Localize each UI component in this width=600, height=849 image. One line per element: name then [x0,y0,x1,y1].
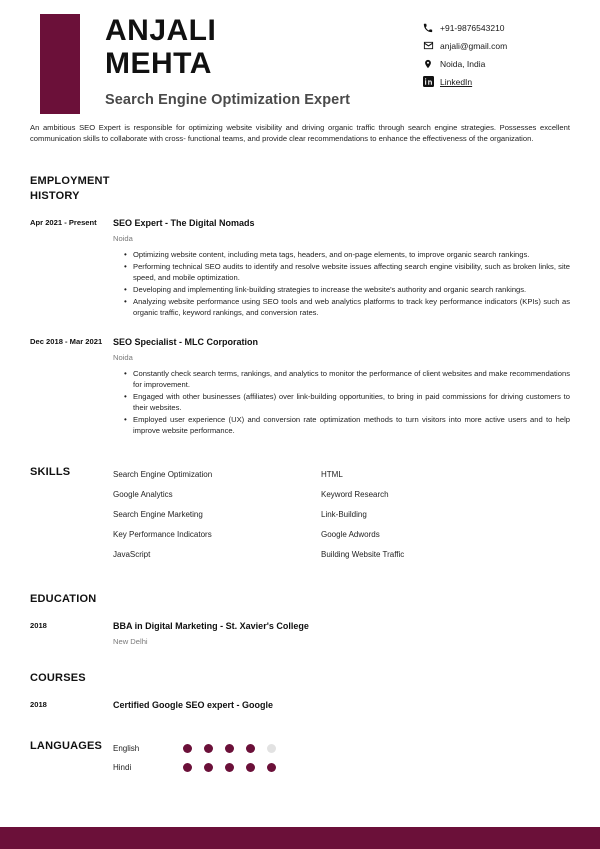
employment-entry-body [113,336,600,437]
education-entry-body [113,620,600,647]
employment-entry [0,336,600,437]
level-dot-filled [204,744,213,753]
contact-linkedin-text[interactable]: LinkedIn [440,76,473,87]
employment-job-title: SEO Expert - The Digital Nomads [113,218,255,228]
languages-section-heading [0,739,113,754]
name-block [105,14,350,108]
level-dot-filled [183,744,192,753]
language-name: Hindi [113,763,132,772]
skills-section [0,465,600,565]
header-accent-bar [40,14,80,114]
contact-linkedin[interactable] [422,74,572,90]
employment-job-title: SEO Specialist - MLC Corporation [113,337,259,347]
skills-column-1 [113,465,321,565]
education-year: 2018 [30,621,47,630]
level-dot-filled [183,763,192,772]
education-location: New Delhi [113,637,148,646]
employment-entry-date-col [0,217,113,228]
phone-icon [422,22,434,34]
contact-list [422,20,572,92]
employment-date: Dec 2018 - Mar 2021 [30,337,103,346]
envelope-icon [422,40,434,52]
employment-entry-body [113,217,600,319]
last-name: MEHTA [105,47,212,80]
employment-bullet: • Performing technical SEO audits to identify and resolve website issues affecting search engine visibility, such as broken links, site speed, and mobile optimization. [124,261,570,283]
contact-email-text: anjali@gmail.com [440,40,508,51]
course-title: Certified Google SEO expert - Google [113,700,274,710]
skill-item: JavaScript [113,550,151,559]
skill-item: Building Website Traffic [321,550,405,559]
language-level-dots [183,763,288,772]
employment-entry-date-col [0,336,113,347]
employment-title-line-2: HISTORY [30,190,80,202]
employment-bullet: • Analyzing website performance using SEO tools and web analytics platforms to track key performance indicators (KPIs) such as organic traffic, keyword rankings, and conversion rates. [124,296,570,318]
education-entry [0,620,600,647]
employment-title-line-1: EMPLOYMENT [30,175,110,187]
professional-summary: An ambitious SEO Expert is responsible for optimizing website visibility and driving organic traffic through search engine strategies. Possesses excellent communication skills to collaborate with cross- functional teams, and provide clear recommendations to enhance the effectiveness of the organization. [30,123,570,144]
courses-section [0,671,600,686]
skill-item: Google Adwords [321,530,380,539]
resume-header [0,0,600,118]
employment-bullet: • Constantly check search terms, rankings, and analytics to monitor the performance of client websites and make recommendations for improvement. [124,368,570,390]
languages-title: LANGUAGES [30,740,103,752]
level-dot-filled [246,744,255,753]
location-pin-icon [422,58,434,70]
level-dot-empty [267,744,276,753]
skill-item: Search Engine Optimization [113,470,213,479]
employment-section [0,174,600,204]
linkedin-icon [422,76,434,88]
skills-section-heading [0,465,113,480]
courses-section-heading [0,671,113,686]
education-section [0,592,600,607]
employment-location: Noida [113,353,133,362]
languages-body [113,739,600,777]
education-degree: BBA in Digital Marketing - St. Xavier's College [113,621,309,631]
level-dot-filled [267,763,276,772]
employment-bullet: • Developing and implementing link-building strategies to increase the website's authority and organic search rankings. [124,284,570,295]
skill-item: Google Analytics [113,490,173,499]
language-name: English [113,744,140,753]
language-level-dots [183,744,288,753]
level-dot-filled [204,763,213,772]
language-row [113,739,570,758]
employment-bullet: • Employed user experience (UX) and conversion rate optimization methods to turn visitors into more active users and to help improve website performance. [124,414,570,436]
skill-item: Key Performance Indicators [113,530,212,539]
languages-section [0,739,600,777]
skills-title: SKILLS [30,466,71,478]
contact-email [422,38,572,54]
employment-bullet: • Engaged with other businesses (affiliates) over link-building opportunities, to bring in paid commissions for driving customers to their websites. [124,391,570,413]
skill-item: Link-Building [321,510,367,519]
footer-accent-bar [0,827,600,849]
courses-entry-year-col [0,699,113,710]
employment-entry [0,217,600,319]
skills-column-2 [321,465,529,565]
education-entry-year-col [0,620,113,631]
skill-item: Search Engine Marketing [113,510,203,519]
employment-bullet-list [113,368,570,436]
skill-item: HTML [321,470,343,479]
employment-bullet-list [113,249,570,318]
courses-title: COURSES [30,672,86,684]
contact-phone [422,20,572,36]
course-year: 2018 [30,700,47,709]
first-name: ANJALI [105,14,217,47]
employment-date: Apr 2021 - Present [30,218,97,227]
courses-entry-body [113,699,600,711]
language-row [113,758,570,777]
level-dot-filled [225,744,234,753]
level-dot-filled [246,763,255,772]
skills-body [113,465,600,565]
employment-bullet: • Optimizing website content, including meta tags, headers, and on-page elements, to improve organic search rankings. [124,249,570,260]
education-title: EDUCATION [30,593,97,605]
employment-location: Noida [113,234,133,243]
level-dot-filled [225,763,234,772]
skill-item: Keyword Research [321,490,389,499]
page-title: Search Engine Optimization Expert [105,92,351,108]
contact-phone-text: +91-9876543210 [440,22,505,33]
employment-section-heading [0,174,113,204]
education-section-heading [0,592,113,607]
courses-entry [0,699,600,711]
contact-location-text: Noida, India [440,58,486,69]
contact-location [422,56,572,72]
